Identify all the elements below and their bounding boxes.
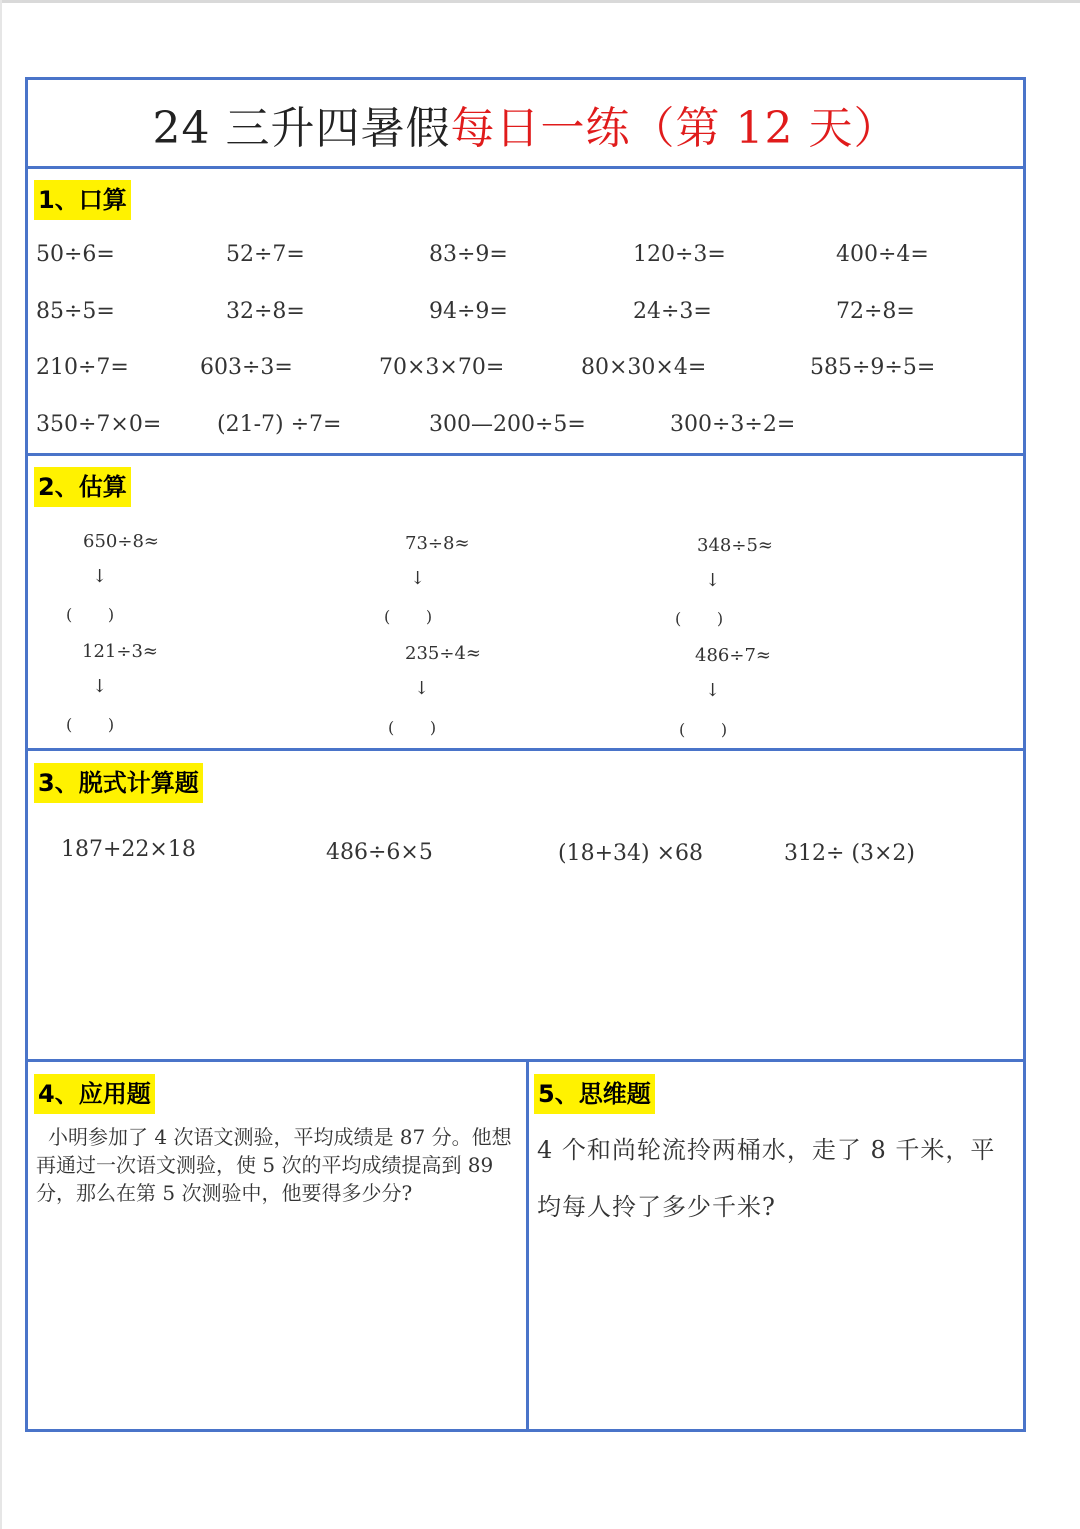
stepwise-problem: (18+34) ×68	[558, 841, 704, 866]
stepwise-problem: 312÷ (3×2)	[784, 841, 916, 866]
answer-blank: ( )	[388, 718, 437, 737]
oral-problem: 70×3×70=	[379, 355, 505, 380]
estimate-problem: 235÷4≈	[405, 643, 481, 664]
oral-problem: 50÷6=	[36, 242, 115, 267]
answer-blank: ( )	[679, 720, 728, 739]
oral-problem: 32÷8=	[226, 299, 305, 324]
section-5-label: 5、思维题	[534, 1074, 655, 1114]
oral-problem: 72÷8=	[836, 299, 915, 324]
divider-s4-s5	[526, 1060, 529, 1432]
oral-problem: 400÷4=	[836, 242, 929, 267]
section-2-label: 2、估算	[34, 467, 131, 507]
thinking-problem-text: 4 个和尚轮流拎两桶水，走了 8 千米，平均每人拎了多少千米?	[537, 1136, 996, 1221]
estimate-problem: 650÷8≈	[83, 531, 159, 552]
word-problem-text: 小明参加了 4 次语文测验，平均成绩是 87 分。他想再通过一次语文测验，使 5 次的平均成绩提高到 89 分，那么在第 5 次测验中，他要得多少分?	[36, 1125, 512, 1205]
answer-blank: ( )	[66, 605, 115, 624]
answer-blank: ( )	[66, 715, 115, 734]
down-arrow-icon: ↓	[705, 570, 721, 591]
divider-s1	[28, 453, 1023, 456]
estimate-problem: 348÷5≈	[697, 535, 773, 556]
section-1-label: 1、口算	[34, 180, 131, 220]
down-arrow-icon: ↓	[414, 678, 430, 699]
section-4-label: 4、应用题	[34, 1074, 155, 1114]
oral-problem: 80×30×4=	[581, 355, 707, 380]
estimate-problem: 486÷7≈	[695, 645, 771, 666]
down-arrow-icon: ↓	[92, 676, 108, 697]
oral-problem: 300÷3÷2=	[670, 412, 796, 437]
stepwise-problem: 486÷6×5	[326, 840, 433, 865]
oral-problem: 585÷9÷5=	[810, 355, 936, 380]
oral-problem: (21-7) ÷7=	[217, 412, 342, 437]
oral-problem: 24÷3=	[633, 299, 712, 324]
top-edge-line	[0, 0, 1080, 3]
oral-problem: 210÷7=	[36, 355, 129, 380]
oral-problem: 300—200÷5=	[429, 412, 586, 437]
oral-problem: 94÷9=	[429, 299, 508, 324]
divider-s2	[28, 748, 1023, 751]
page-title	[28, 80, 1023, 168]
answer-blank: ( )	[384, 607, 433, 626]
oral-problem: 350÷7×0=	[36, 412, 162, 437]
left-edge-line	[0, 0, 2, 1529]
oral-problem: 83÷9=	[429, 242, 508, 267]
oral-problem: 603÷3=	[200, 355, 293, 380]
stepwise-problem: 187+22×18	[61, 837, 196, 862]
estimate-problem: 73÷8≈	[405, 533, 470, 554]
oral-problem: 120÷3=	[633, 242, 726, 267]
answer-blank: ( )	[675, 609, 724, 628]
worksheet	[25, 77, 1026, 1432]
oral-problem: 52÷7=	[226, 242, 305, 267]
down-arrow-icon: ↓	[92, 566, 108, 587]
divider-title	[28, 166, 1023, 169]
down-arrow-icon: ↓	[410, 568, 426, 589]
oral-problem: 85÷5=	[36, 299, 115, 324]
title-highlight: 每日一练（第 12 天）	[450, 103, 899, 154]
estimate-problem: 121÷3≈	[82, 641, 158, 662]
section-3-label: 3、脱式计算题	[34, 763, 203, 803]
down-arrow-icon: ↓	[705, 680, 721, 701]
title-main: 24 三升四暑假	[152, 103, 451, 154]
